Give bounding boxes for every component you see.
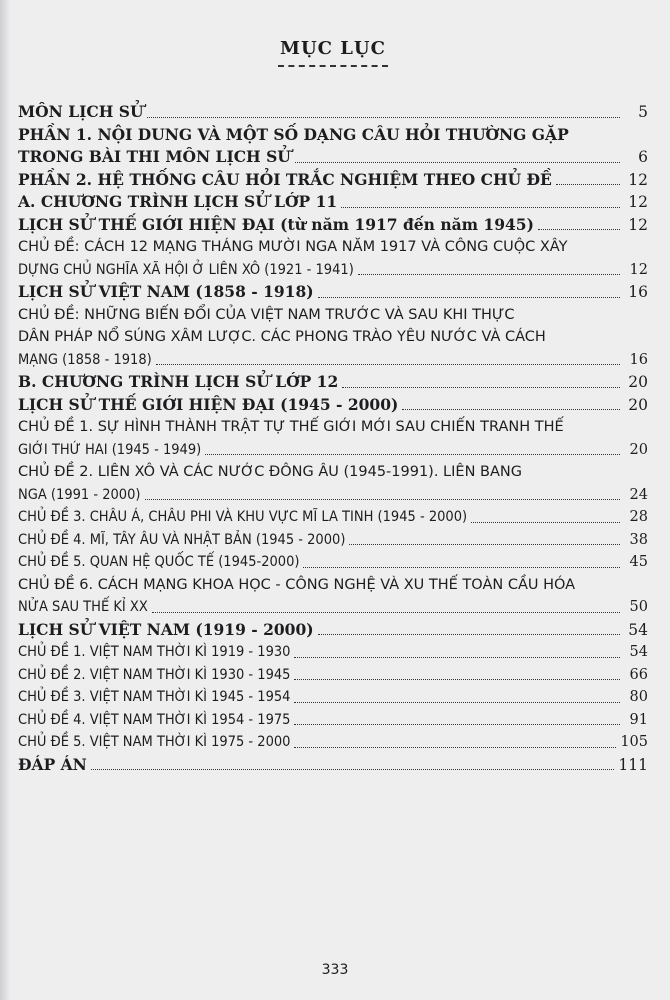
toc-entry[interactable] — [18, 304, 648, 372]
toc-entry-row — [18, 259, 648, 282]
toc-entry-row — [18, 484, 648, 507]
toc-entry-page: 20 — [629, 441, 648, 458]
toc-entry-row — [18, 731, 648, 754]
toc-entry-row — [18, 664, 648, 687]
toc-entry[interactable] — [18, 394, 648, 417]
toc-entry-row — [18, 529, 648, 552]
toc-entry-title: CHỦ ĐỀ 5. QUAN HỆ QUỐC TẾ (1945-2000) — [18, 554, 300, 570]
toc-entry-row — [18, 506, 648, 529]
toc-entry-row — [18, 619, 648, 642]
dot-leader — [152, 612, 620, 613]
toc-entry[interactable] — [18, 236, 648, 281]
dot-leader — [205, 454, 620, 455]
dot-leader — [471, 522, 620, 523]
dot-leader — [147, 117, 620, 118]
toc-entry-row — [18, 371, 648, 394]
toc-entry-row — [18, 394, 648, 417]
toc-entry-page: 20 — [628, 395, 648, 414]
toc-entry[interactable] — [18, 731, 648, 754]
dot-leader — [294, 724, 620, 725]
toc-entry-title: PHẦN 2. HỆ THỐNG CÂU HỎI TRẮC NGHIỆM THEO CHỦ ĐỀ — [18, 169, 552, 189]
page-title: MỤC LỤC — [280, 38, 386, 59]
toc-entry-title: CHỦ ĐỀ 2. VIỆT NAM THỜI KÌ 1930 - 1945 — [18, 666, 291, 683]
toc-entry[interactable] — [18, 686, 648, 709]
toc-entry-page: 12 — [628, 193, 648, 211]
toc-entry[interactable] — [18, 214, 648, 237]
dot-leader — [341, 207, 620, 208]
toc-entry-page: 91 — [629, 711, 648, 728]
dot-leader — [295, 162, 620, 163]
toc-entry[interactable] — [18, 124, 648, 169]
toc-entry-title: LỊCH SỬ THẾ GIỚI HIỆN ĐẠI (từ năm 1917 đến năm 1945) — [18, 214, 534, 234]
toc-entry-row — [18, 551, 648, 574]
toc-entry-page: 80 — [629, 689, 648, 705]
toc-entry[interactable] — [18, 101, 648, 124]
toc-entry-page: 24 — [629, 486, 648, 503]
toc-entry-title: TRONG BÀI THI MÔN LỊCH SỬ — [18, 147, 291, 166]
toc-entry-title: NỬA SAU THẾ KỈ XX — [18, 599, 148, 615]
dot-leader — [294, 747, 616, 748]
dot-leader — [358, 274, 620, 275]
toc-entry[interactable] — [18, 416, 648, 461]
toc-entry-title: MÔN LỊCH SỬ — [18, 102, 144, 121]
dot-leader — [318, 297, 620, 298]
toc-entry[interactable] — [18, 461, 648, 506]
toc-entry-page: 54 — [628, 620, 648, 639]
toc-entry-line: CHỦ ĐỀ 1. SỰ HÌNH THÀNH TRẬT TỰ THẾ GIỚI MỚI SAU CHIẾN TRANH THẾ — [18, 419, 564, 435]
toc-entry-title: CHỦ ĐỀ 3. VIỆT NAM THỜI KÌ 1945 - 1954 — [18, 689, 291, 705]
toc-entry-title: CHỦ ĐỀ 5. VIỆT NAM THỜI KÌ 1975 - 2000 — [18, 734, 291, 750]
toc-entry-title: A. CHƯƠNG TRÌNH LỊCH SỬ LỚP 11 — [18, 192, 338, 211]
toc-entry-title: CHỦ ĐỀ 3. CHÂU Á, CHÂU PHI VÀ KHU VỰC MĨ LA TINH (1945 - 2000) — [18, 509, 468, 525]
toc-entry-row — [18, 349, 648, 372]
toc-entry-page: 50 — [629, 599, 648, 615]
toc-entry-page: 111 — [618, 755, 648, 774]
toc-entry-line: CHỦ ĐỀ 6. CÁCH MẠNG KHOA HỌC - CÔNG NGHỆ VÀ XU THẾ TOÀN CẦU HÓA — [18, 576, 576, 593]
toc-entry[interactable] — [18, 169, 648, 192]
toc-entry-row — [18, 101, 648, 124]
toc-entry-page: 20 — [628, 373, 648, 391]
toc-entry-page: 66 — [629, 666, 648, 683]
dot-leader — [402, 409, 620, 410]
toc-entry-row — [18, 169, 648, 192]
toc-entry-title: LỊCH SỬ VIỆT NAM (1858 - 1918) — [18, 282, 314, 301]
toc-entry-page: 28 — [629, 509, 648, 525]
toc-entry-title: CHỦ ĐỀ 4. VIỆT NAM THỜI KÌ 1954 - 1975 — [18, 711, 291, 728]
toc-entry-title: LỊCH SỬ VIỆT NAM (1919 - 2000) — [18, 619, 314, 639]
toc-entry-title: GIỚI THỨ HAI (1945 - 1949) — [18, 441, 202, 458]
toc-entry[interactable] — [18, 191, 648, 214]
toc-entry-page: 12 — [628, 215, 648, 234]
toc-entry-title: CHỦ ĐỀ 1. VIỆT NAM THỜI KÌ 1919 - 1930 — [18, 644, 291, 660]
toc-entry-line: PHẦN 1. NỘI DUNG VÀ MỘT SỐ DẠNG CÂU HỎI THƯỜNG GẶP — [18, 124, 569, 144]
toc-entry-title: DỰNG CHỦ NGHĨA XÃ HỘI Ở LIÊN XÔ (1921 - 1941) — [18, 261, 354, 278]
dot-leader — [303, 567, 620, 568]
dot-leader — [556, 184, 620, 185]
toc-entry-line: DÂN PHÁP NỔ SÚNG XÂM LƯỢC. CÁC PHONG TRÀO YÊU NƯỚC VÀ CÁCH — [18, 329, 546, 345]
toc-entry-title: LỊCH SỬ THẾ GIỚI HIỆN ĐẠI (1945 - 2000) — [18, 394, 399, 414]
toc-entry-title: NGA (1991 - 2000) — [18, 486, 141, 503]
toc-entry-row — [18, 686, 648, 709]
toc-entry-page: 54 — [629, 644, 648, 660]
page-edge — [0, 0, 10, 1000]
toc-entry-page: 6 — [638, 148, 648, 166]
toc-entry[interactable] — [18, 619, 648, 642]
dot-leader — [318, 634, 620, 635]
toc-entry[interactable] — [18, 664, 648, 687]
title-underline — [278, 65, 388, 67]
toc-list — [18, 101, 648, 776]
toc-entry-row — [18, 439, 648, 462]
dot-leader — [349, 544, 620, 545]
toc-entry-row — [18, 146, 648, 169]
toc-entry-page: 105 — [620, 734, 648, 750]
toc-entry-row — [18, 214, 648, 237]
toc-entry-page: 5 — [638, 103, 648, 121]
toc-entry-row — [18, 191, 648, 214]
toc-entry-page: 16 — [628, 283, 648, 301]
toc-entry[interactable] — [18, 641, 648, 664]
toc-entry-row — [18, 754, 648, 777]
toc-entry[interactable] — [18, 529, 648, 552]
dot-leader — [294, 679, 620, 680]
toc-entry-row — [18, 281, 648, 304]
toc-entry[interactable] — [18, 709, 648, 732]
toc-entry-line: CHỦ ĐỀ: NHỮNG BIẾN ĐỔI CỦA VIỆT NAM TRƯỚC VÀ SAU KHI THỰC — [18, 306, 515, 323]
toc-entry-line: CHỦ ĐỀ 2. LIÊN XÔ VÀ CÁC NƯỚC ĐÔNG ÂU (1945-1991). LIÊN BANG — [18, 464, 522, 480]
dot-leader — [156, 364, 620, 365]
toc-entry-page: 38 — [629, 531, 648, 548]
toc-entry-row — [18, 596, 648, 619]
toc-entry-page: 16 — [629, 351, 648, 368]
dot-leader — [91, 769, 615, 770]
toc-entry[interactable] — [18, 281, 648, 304]
dot-leader — [294, 702, 620, 703]
toc-entry[interactable] — [18, 506, 648, 529]
toc-entry-title: B. CHƯƠNG TRÌNH LỊCH SỬ LỚP 12 — [18, 372, 339, 391]
toc-page — [18, 0, 648, 776]
dot-leader — [342, 387, 620, 388]
page-number: 333 — [321, 962, 349, 978]
dot-leader — [145, 499, 621, 500]
toc-entry[interactable] — [18, 754, 648, 777]
toc-entry[interactable] — [18, 551, 648, 574]
toc-entry-page: 45 — [629, 554, 648, 570]
toc-entry[interactable] — [18, 371, 648, 394]
dot-leader — [538, 229, 620, 230]
toc-entry-title: CHỦ ĐỀ 4. MĨ, TÂY ÂU VÀ NHẬT BẢN (1945 - 2000) — [18, 531, 346, 548]
toc-entry-title: MẠNG (1858 - 1918) — [18, 351, 152, 368]
toc-entry-row — [18, 641, 648, 664]
toc-entry-row — [18, 709, 648, 732]
toc-entry[interactable] — [18, 574, 648, 619]
toc-entry-page: 12 — [629, 261, 648, 278]
toc-entry-page: 12 — [628, 170, 648, 189]
toc-entry-title: ĐÁP ÁN — [18, 754, 87, 774]
dot-leader — [294, 657, 620, 658]
toc-entry-line: CHỦ ĐỀ: CÁCH 12 MẠNG THÁNG MƯỜI NGA NĂM 1917 VÀ CÔNG CUỘC XÂY — [18, 239, 568, 255]
